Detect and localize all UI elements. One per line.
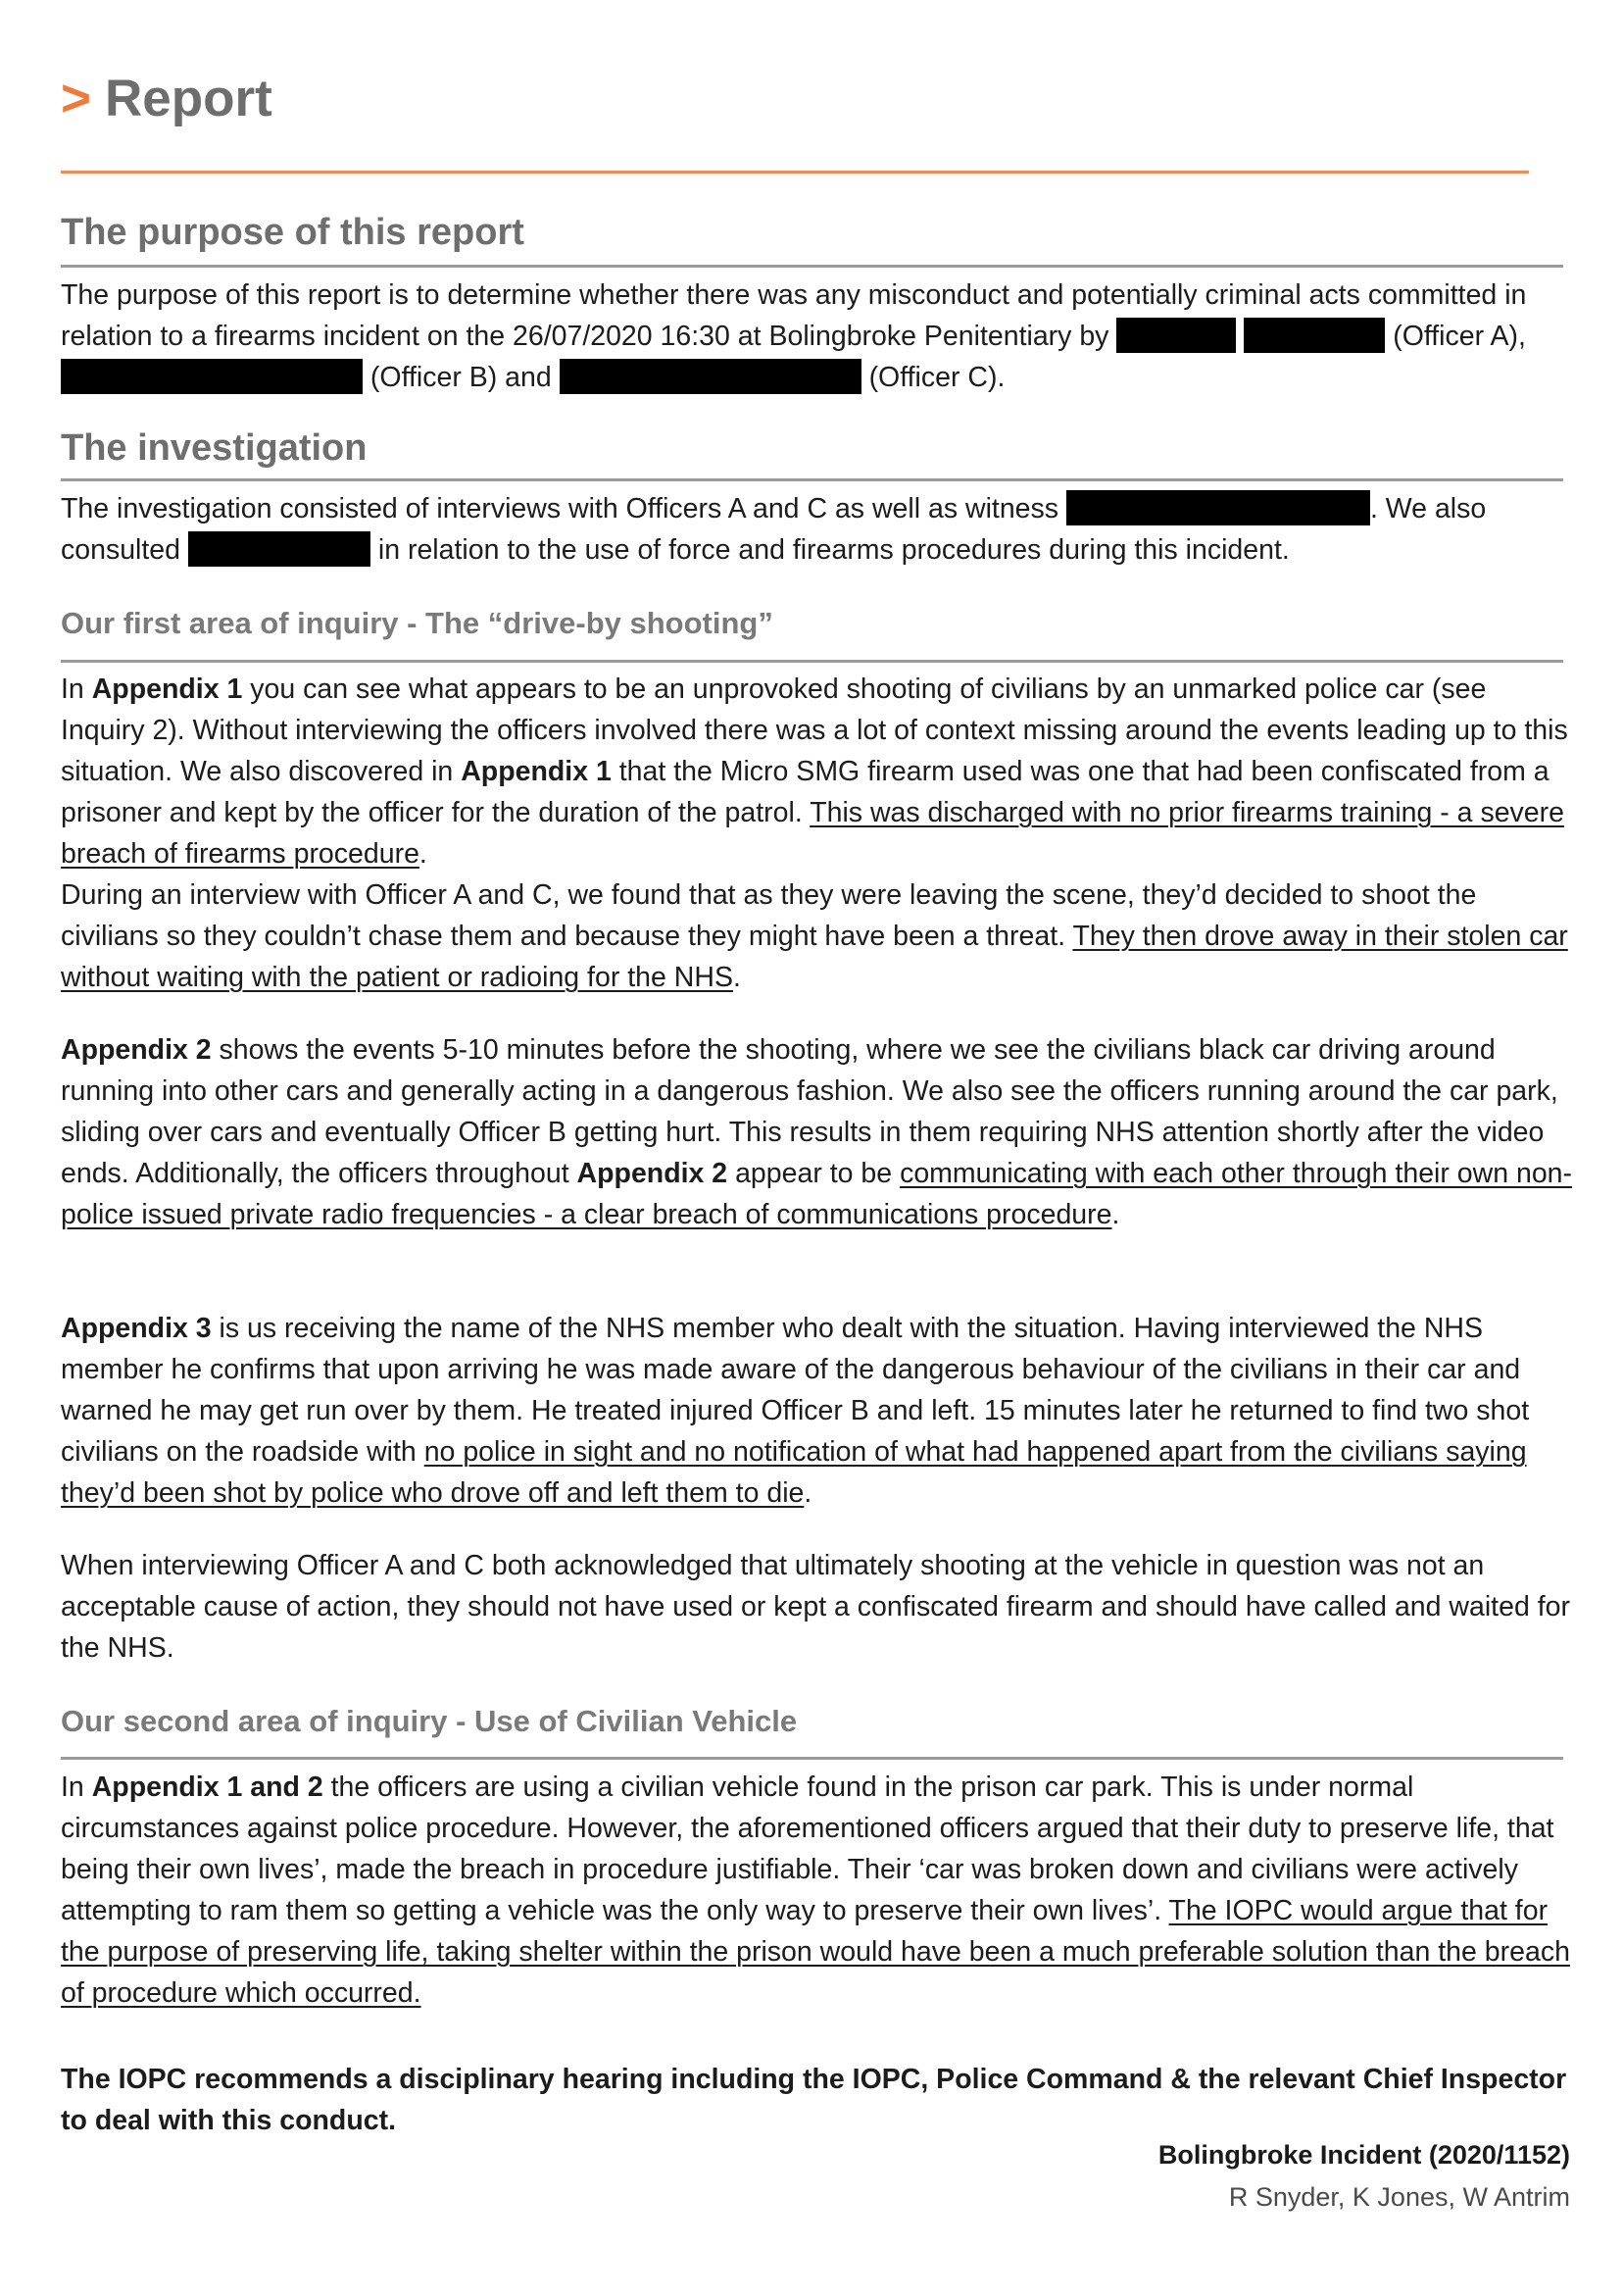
purpose-heading: The purpose of this report (61, 212, 524, 253)
investigation-paragraph (61, 488, 1575, 571)
page-title-text: Report (104, 70, 272, 127)
investigation-text-1: The investigation consisted of interviews with Officers A and C as well as witness (61, 493, 1059, 524)
redaction-bar (560, 359, 861, 394)
title-divider (61, 171, 1529, 174)
inquiry-1-paragraph-1 (61, 669, 1575, 874)
underlined-finding: This was discharged with no prior firearms training - a severe breach of firearms procedure (61, 797, 1564, 870)
purpose-text-2: (Officer A), (1393, 321, 1526, 352)
redaction-bar (1066, 490, 1370, 525)
text: In (61, 1772, 84, 1803)
appendix-ref: Appendix 3 (61, 1313, 212, 1344)
appendix-ref: Appendix 2 (61, 1034, 212, 1066)
text: shows the events 5-10 minutes before the shooting, where we see the civilians black car driving around running into other cars and generally acting in a dangerous fashion. We also see the officers running around the car park, sliding over cars and eventually Officer B getting hurt. This results in them requiring NHS attention shortly after the video ends. Additionally, the officers throughout (61, 1034, 1558, 1189)
text: In (61, 674, 84, 705)
investigation-divider (61, 478, 1563, 481)
redaction-bar (188, 531, 370, 567)
appendix-ref: Appendix 1 (461, 756, 612, 787)
investigation-heading: The investigation (61, 427, 368, 469)
inquiry-1-heading: Our first area of inquiry - The “drive-by shooting” (61, 606, 773, 640)
inquiry-2-divider (61, 1757, 1563, 1760)
underlined-finding: communicating with each other through their own non-police issued private radio frequencies - a clear breach of communications procedure (61, 1158, 1573, 1230)
text: . (418, 838, 427, 870)
inquiry-1-paragraph-3 (61, 1029, 1575, 1235)
appendix-ref: Appendix 1 and 2 (91, 1772, 323, 1803)
inquiry-1-paragraph-4 (61, 1308, 1575, 1514)
purpose-divider (61, 265, 1563, 268)
redaction-bar (61, 359, 363, 394)
inquiry-1-paragraph-2 (61, 874, 1575, 998)
text: appear to be (735, 1158, 893, 1189)
investigation-text-2: . We also consulted (61, 493, 1487, 566)
page-title (61, 70, 272, 127)
purpose-text-3: (Officer B) and (369, 362, 552, 393)
underlined-finding: They then drove away in their stolen car without waiting with the patient or radioing for the NHS (61, 921, 1568, 993)
text: . (804, 1477, 812, 1509)
recommendation: The IOPC recommends a disciplinary hearing including the IOPC, Police Command & the relevant Chief Inspector to deal with this conduct. (61, 2064, 1567, 2136)
inquiry-1-divider (61, 660, 1563, 663)
text: you can see what appears to be an unprovoked shooting of civilians by an unmarked police car (see Inquiry 2). Without interviewing the officers involved there was a lot of context missing around the events leading up to this situation. We also discovered in (61, 674, 1568, 787)
inquiry-1-paragraph-5: When interviewing Officer A and C both acknowledged that ultimately shooting at the vehicle in question was not an acceptable cause of action, they should not have used or kept a confiscated firearm and should have called and waited for the NHS. (61, 1550, 1570, 1664)
chevron-right-icon: > (61, 70, 91, 127)
inquiry-2-paragraph-1 (61, 1767, 1575, 2014)
text: . (732, 962, 741, 993)
purpose-text-1: The purpose of this report is to determine whether there was any misconduct and potentially criminal acts committed in relation to a firearms incident on the 26/07/2020 16:30 at Bolingbroke Penitentiary by (61, 279, 1527, 352)
appendix-ref: Appendix 2 (576, 1158, 728, 1189)
text: that the Micro SMG firearm used was one that had been confiscated from a prisoner and kept by the officer for the duration of the patrol. (61, 756, 1549, 828)
redaction-bar (1116, 318, 1236, 353)
underlined-finding: The IOPC would argue that for the purpose of preserving life, taking shelter within the prison would have been a much preferable solution than the breach of procedure which occurred. (61, 1895, 1570, 2009)
text: the officers are using a civilian vehicle found in the prison car park. This is under normal circumstances against police procedure. However, the aforementioned officers argued that their duty to preserve life, that being their own lives’, made the breach in procedure justifiable. Their ‘car was broken down and civilians were actively attempting to ram them so getting a vehicle was the only way to preserve their own lives’. (61, 1772, 1554, 1926)
appendix-ref: Appendix 1 (91, 674, 243, 705)
underlined-finding: no police in sight and no notification of what had happened apart from the civilians saying they’d been shot by police who drove off and left them to die (61, 1436, 1527, 1509)
investigation-text-3: in relation to the use of force and firearms procedures during this incident. (377, 534, 1290, 566)
redaction-bar (1244, 318, 1385, 353)
footer-authors: R Snyder, K Jones, W Antrim (1228, 2182, 1570, 2212)
purpose-text-4: (Officer C). (868, 362, 1006, 393)
purpose-paragraph (61, 275, 1575, 398)
text: . (1111, 1199, 1120, 1230)
text: is us receiving the name of the NHS member who dealt with the situation. Having interviewed the NHS member he confirms that upon arriving he was made aware of the dangerous behaviour of the civilians in their car and warned he may get run over by them. He treated injured Officer B and left. 15 minutes later he returned to find two shot civilians on the roadside with (61, 1313, 1530, 1468)
text: During an interview with Officer A and C, we found that as they were leaving the scene, they’d decided to shoot the civilians so they couldn’t chase them and because they might have been a threat. (61, 879, 1477, 952)
inquiry-2-heading: Our second area of inquiry - Use of Civilian Vehicle (61, 1704, 798, 1738)
footer-incident-reference: Bolingbroke Incident (2020/1152) (1157, 2140, 1570, 2170)
